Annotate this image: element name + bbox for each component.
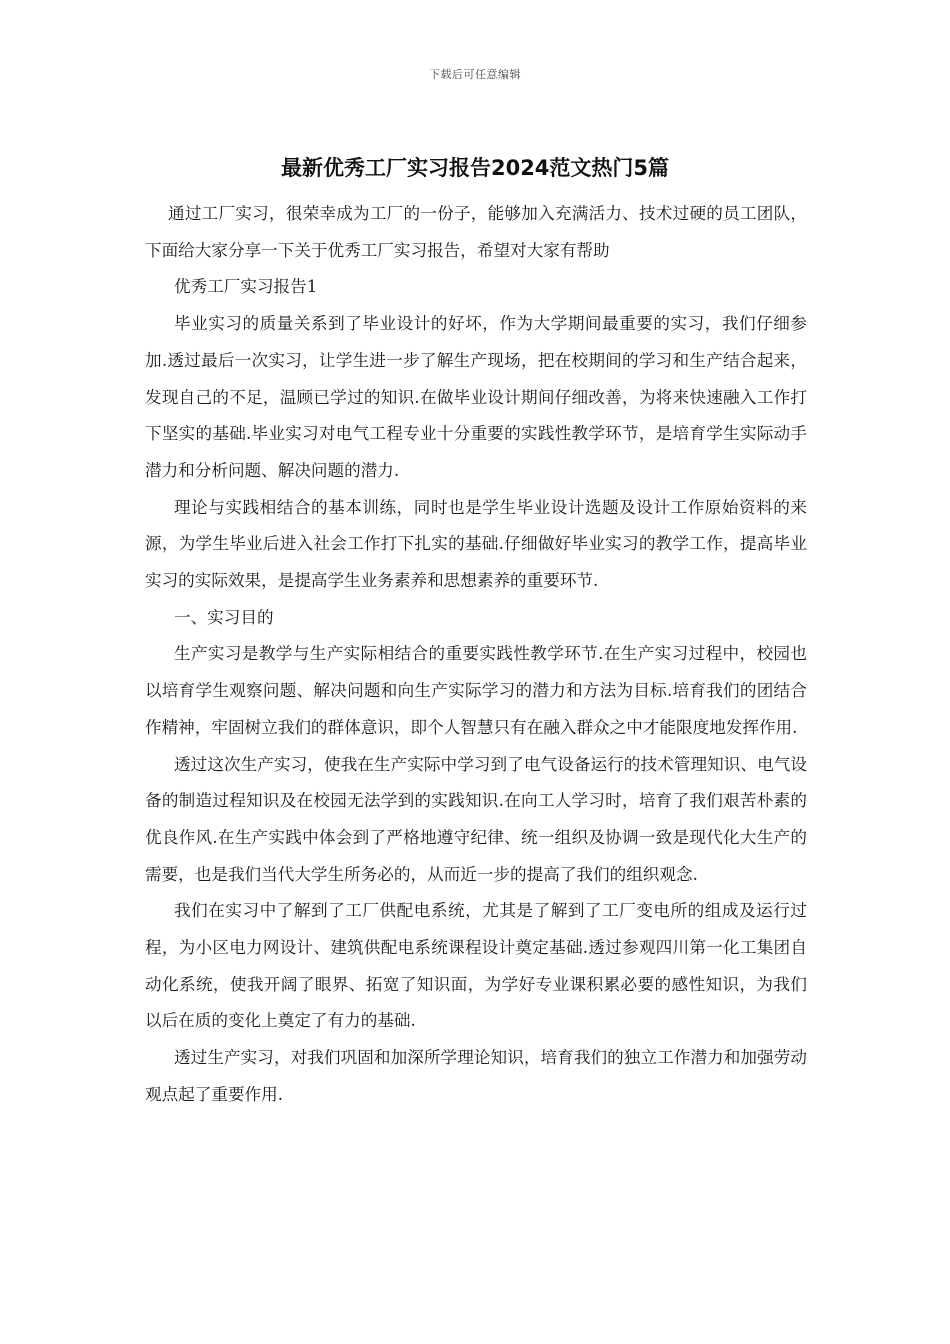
document-title: 最新优秀工厂实习报告2024范文热门5篇 [280,156,670,180]
body-paragraph: 理论与实践相结合的基本训练，同时也是学生毕业设计选题及设计工作原始资料的来源，为学生毕业后进入社会工作打下扎实的基础.仔细做好毕业实习的教学工作，提高毕业实习的实际效果，是提高学生业务素养和思想素养的重要环节. [145,497,807,591]
section-heading-purpose: 一、实习目的 [174,607,274,627]
header-note: 下载后可任意编辑 [429,68,521,81]
document-body [145,196,807,1114]
body-paragraph: 毕业实习的质量关系到了毕业设计的好坏，作为大学期间最重要的实习，我们仔细参加.透过最后一次实习，让学生进一步了解生产现场，把在校期间的学习和生产结合起来，发现自己的不足，温顾已学过的知识.在做毕业设计期间仔细改善，为将来快速融入工作打下坚实的基础.毕业实习对电气工程专业十分重要的实践性教学环节，是培育学生实际动手潜力和分析问题、解决问题的潜力. [145,314,807,480]
body-paragraph: 透过生产实习，对我们巩固和加深所学理论知识，培育我们的独立工作潜力和加强劳动观点起了重要作用. [145,1048,807,1104]
body-paragraph: 我们在实习中了解到了工厂供配电系统，尤其是了解到了工厂变电所的组成及运行过程，为小区电力网设计、建筑供配电系统课程设计奠定基础.透过参观四川第一化工集团自动化系统，使我开阔了眼界、拓宽了知识面，为学好专业课积累必要的感性知识，为我们以后在质的变化上奠定了有力的基础. [145,901,807,1031]
body-paragraph: 透过这次生产实习，使我在生产实际中学习到了电气设备运行的技术管理知识、电气设备的制造过程知识及在校园无法学到的实践知识.在向工人学习时，培育了我们艰苦朴素的优良作风.在生产实践中体会到了严格地遵守纪律、统一组织及协调一致是现代化大生产的需要，也是我们当代大学生所务必的，从而近一步的提高了我们的组织观念. [145,754,807,884]
section-heading-report-1: 优秀工厂实习报告1 [174,277,318,297]
body-paragraph: 生产实习是教学与生产实际相结合的重要实践性教学环节.在生产实习过程中，校园也以培育学生观察问题、解决问题和向生产实际学习的潜力和方法为目标.培育我们的团结合作精神，牢固树立我们的群体意识，即个人智慧只有在融入群众之中才能限度地发挥作用. [145,644,807,737]
intro-paragraph: 通过工厂实习，很荣幸成为工厂的一份子，能够加入充满活力、技术过硬的员工团队，下面给大家分享一下关于优秀工厂实习报告，希望对大家有帮助 [145,204,807,260]
